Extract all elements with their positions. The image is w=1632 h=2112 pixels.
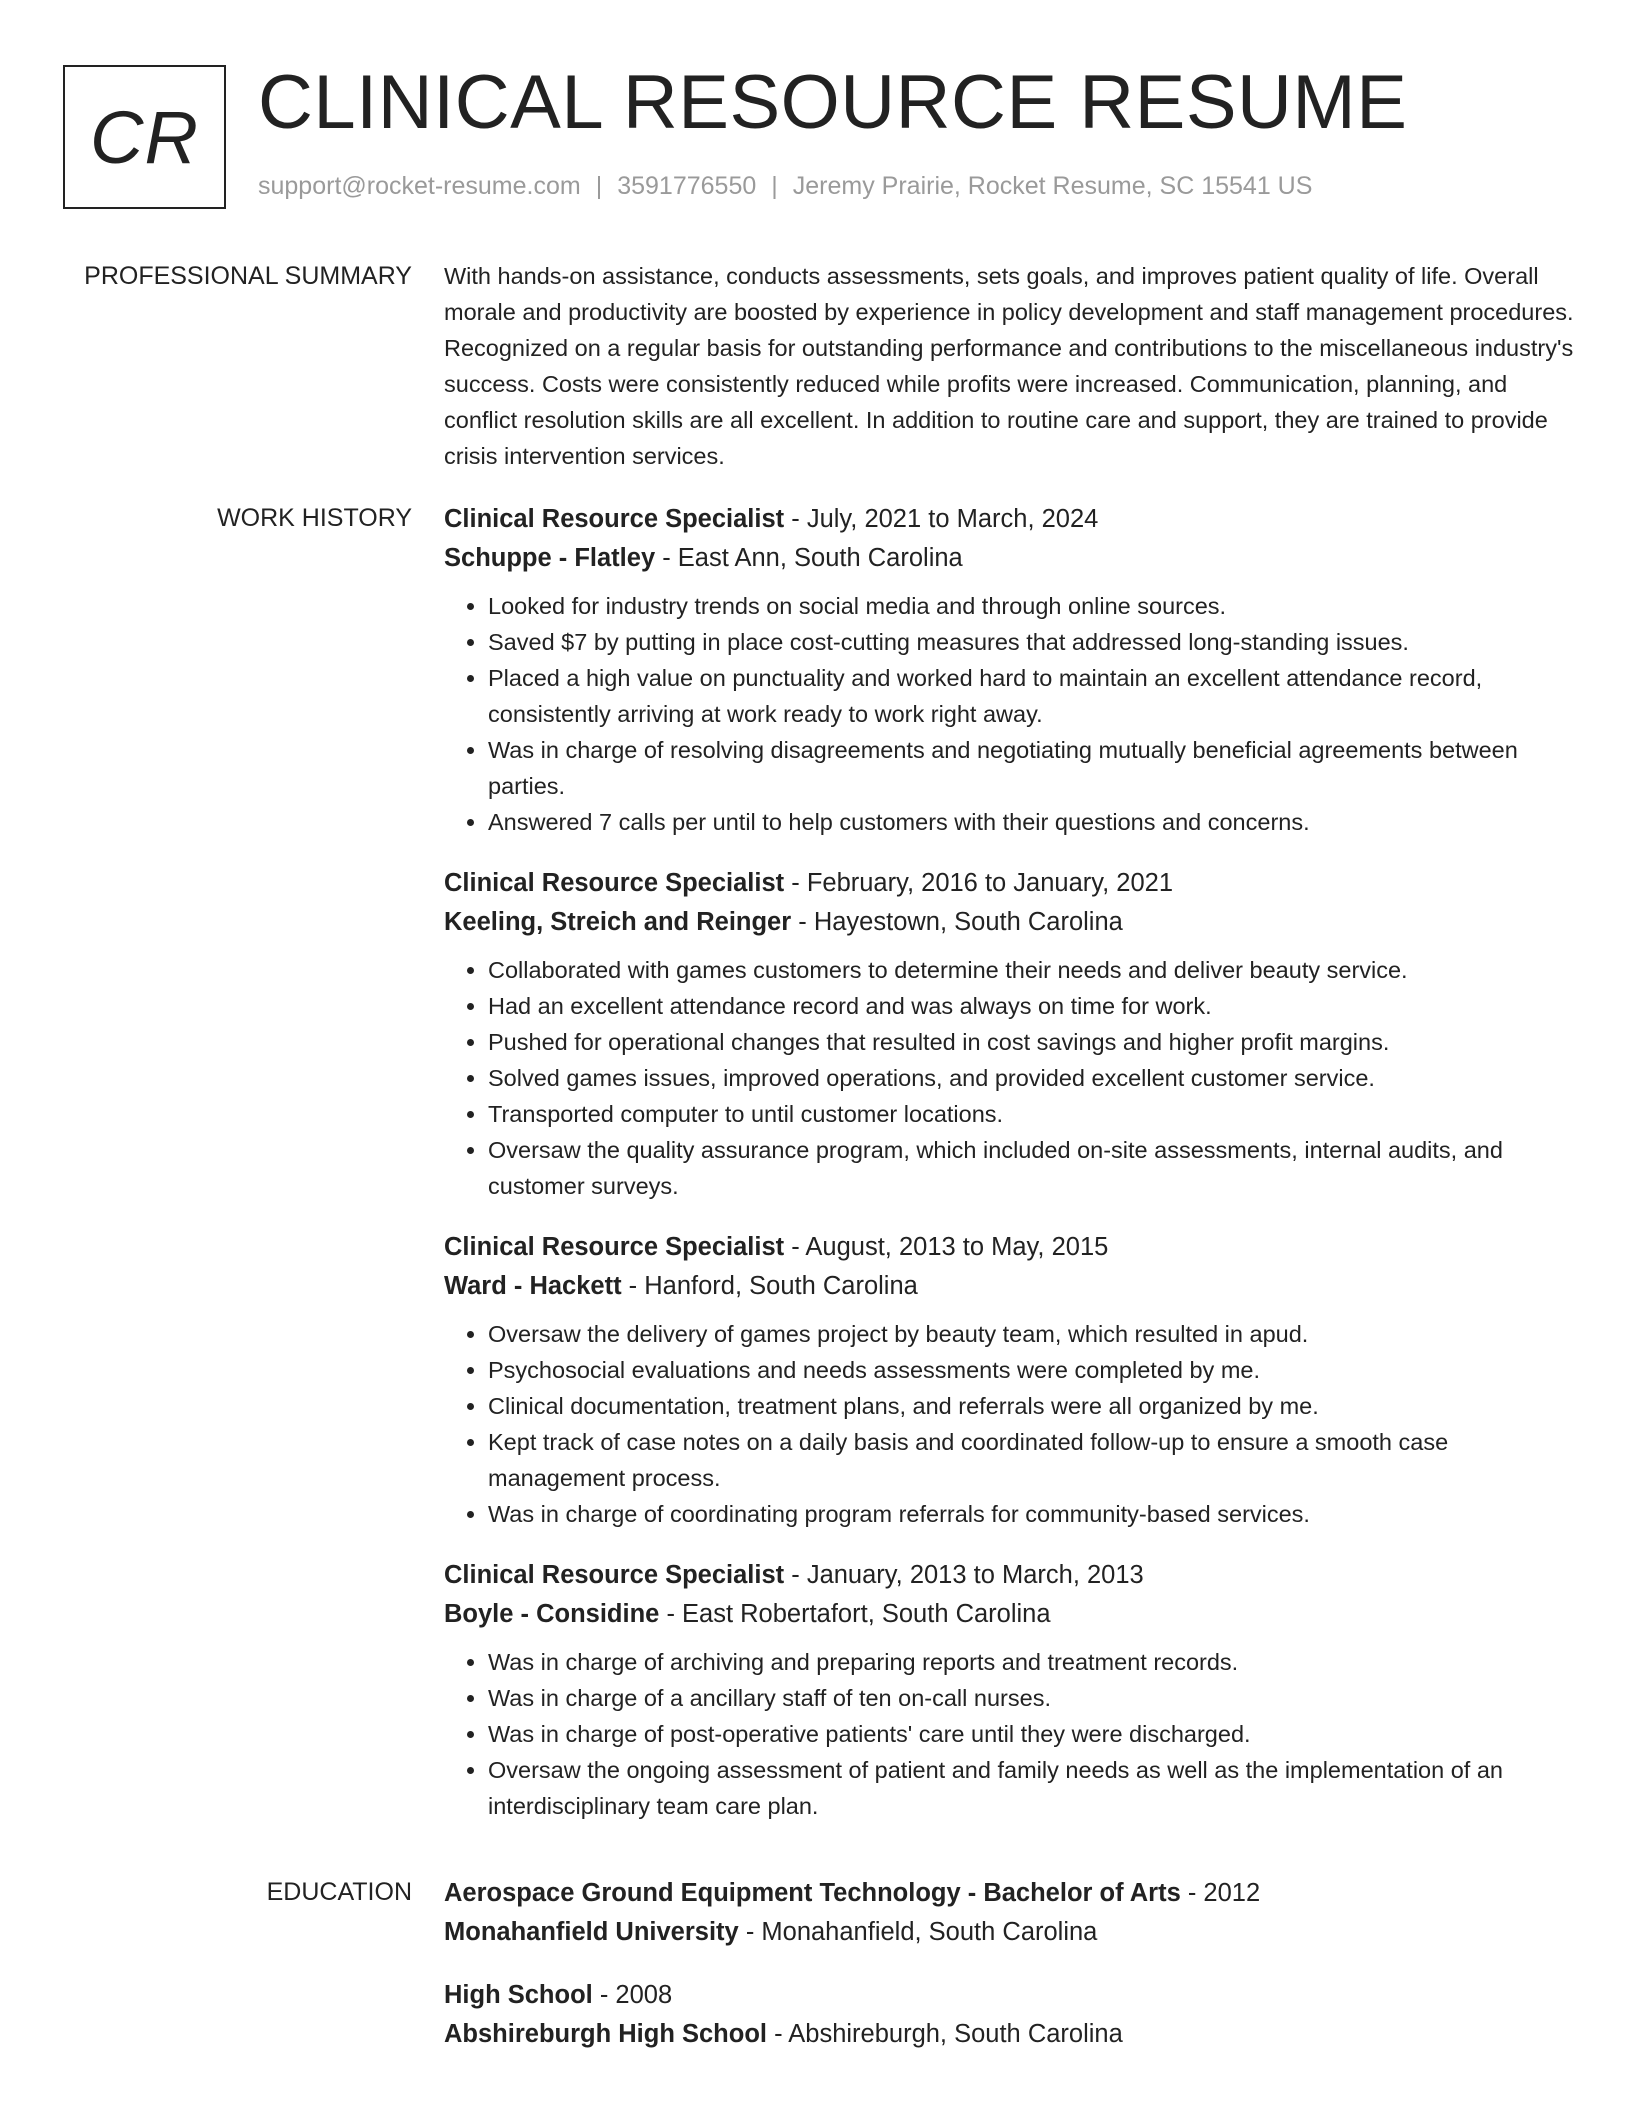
job-bullets <box>444 952 1574 1204</box>
job-company: Boyle - Considine <box>444 1600 660 1628</box>
job-bullet: • Was in charge of coordinating program referrals for community-based services. <box>488 1496 1574 1532</box>
job-company-line <box>444 1267 1574 1306</box>
job-company: Ward - Hackett <box>444 1272 622 1300</box>
job-location: - Hayestown, South Carolina <box>791 908 1123 936</box>
contact-address: Jeremy Prairie, Rocket Resume, SC 15541 US <box>792 172 1313 200</box>
job-bullets <box>444 1316 1574 1532</box>
education-entry <box>444 1976 1574 2054</box>
job-bullet: • Placed a high value on punctuality and worked hard to maintain an excellent attendance record, consistently arriving at work ready to work right away. <box>488 660 1574 732</box>
job-location: - East Robertafort, South Carolina <box>659 1600 1051 1628</box>
contact-line <box>258 172 1312 201</box>
work-history-section <box>0 500 1632 1848</box>
summary-text: With hands-on assistance, conducts assessments, sets goals, and improves patient quality of life. Overall morale and productivity are boosted by experience in policy development and staff management procedures. Recognized on a regular basis for outstanding performance and contributions to the miscellaneous industry's success. Costs were consistently reduced while profits were increased. Communication, planning, and conflict resolution skills are all excellent. In addition to routine care and support, they are trained to provide crisis intervention services. <box>444 263 1574 469</box>
education-school-line <box>444 1913 1574 1952</box>
job-company: Keeling, Streich and Reinger <box>444 908 792 936</box>
job-bullet: • Saved $7 by putting in place cost-cutting measures that addressed long-standing issues. <box>488 624 1574 660</box>
job-bullets <box>444 1644 1574 1824</box>
resume-content <box>0 258 1632 2104</box>
job-bullet: • Collaborated with games customers to determine their needs and deliver beauty service. <box>488 952 1574 988</box>
job-bullet: • Psychosocial evaluations and needs assessments were completed by me. <box>488 1352 1574 1388</box>
summary-section <box>0 258 1632 474</box>
monogram-badge: CR <box>63 65 226 209</box>
job-bullet: • Had an excellent attendance record and was always on time for work. <box>488 988 1574 1024</box>
section-label-work-history: WORK HISTORY <box>217 504 412 532</box>
education-year: - 2008 <box>592 1981 673 2009</box>
education-section <box>0 1874 1632 2078</box>
job-bullet: • Was in charge of archiving and preparing reports and treatment records. <box>488 1644 1574 1680</box>
job-bullet: • Looked for industry trends on social media and through online sources. <box>488 588 1574 624</box>
education-location: - Monahanfield, South Carolina <box>738 1918 1098 1946</box>
education-school-line <box>444 2015 1574 2054</box>
education-location: - Abshireburgh, South Carolina <box>767 2020 1123 2048</box>
contact-separator: | <box>771 172 778 200</box>
job-title: Clinical Resource Specialist <box>444 869 785 897</box>
section-label-education: EDUCATION <box>266 1878 412 1906</box>
job-entry <box>444 864 1574 1204</box>
education-year: - 2012 <box>1180 1879 1261 1907</box>
job-bullet: • Oversaw the delivery of games project by beauty team, which resulted in apud. <box>488 1316 1574 1352</box>
contact-email: support@rocket-resume.com <box>258 172 581 200</box>
contact-separator: | <box>595 172 603 200</box>
education-degree: High School <box>444 1981 593 2009</box>
job-bullet: • Was in charge of post-operative patients' care until they were discharged. <box>488 1716 1574 1752</box>
job-title-line <box>444 1228 1574 1267</box>
job-bullet: • Was in charge of a ancillary staff of ten on-call nurses. <box>488 1680 1574 1716</box>
job-dates: - February, 2016 to January, 2021 <box>784 869 1174 897</box>
job-bullets <box>444 588 1574 840</box>
job-title-line <box>444 1556 1574 1595</box>
job-title: Clinical Resource Specialist <box>444 1561 785 1589</box>
job-bullet: • Oversaw the ongoing assessment of patient and family needs as well as the implementation of an interdisciplinary team care plan. <box>488 1752 1574 1824</box>
job-bullet: • Kept track of case notes on a daily basis and coordinated follow-up to ensure a smooth case management process. <box>488 1424 1574 1496</box>
education-degree: Aerospace Ground Equipment Technology - Bachelor of Arts <box>444 1879 1181 1907</box>
education-school: Abshireburgh High School <box>444 2020 767 2048</box>
education-degree-line <box>444 1976 1574 2015</box>
education-school: Monahanfield University <box>444 1918 739 1946</box>
job-company-line <box>444 903 1574 942</box>
job-entry <box>444 1556 1574 1824</box>
job-dates: - August, 2013 to May, 2015 <box>784 1233 1109 1261</box>
job-dates: - July, 2021 to March, 2024 <box>784 505 1099 533</box>
job-bullet: • Solved games issues, improved operations, and provided excellent customer service. <box>488 1060 1574 1096</box>
job-bullet: • Clinical documentation, treatment plans, and referrals were all organized by me. <box>488 1388 1574 1424</box>
job-location: - East Ann, South Carolina <box>655 544 963 572</box>
job-company: Schuppe - Flatley <box>444 544 656 572</box>
education-entry <box>444 1874 1574 1952</box>
job-bullet: • Transported computer to until customer locations. <box>488 1096 1574 1132</box>
job-title: Clinical Resource Specialist <box>444 1233 785 1261</box>
job-company-line <box>444 1595 1574 1634</box>
job-title-line <box>444 864 1574 903</box>
job-dates: - January, 2013 to March, 2013 <box>784 1561 1144 1589</box>
contact-phone: 3591776550 <box>617 172 757 200</box>
section-label-summary: PROFESSIONAL SUMMARY <box>84 262 412 290</box>
resume-header <box>63 60 1583 215</box>
job-title: Clinical Resource Specialist <box>444 505 785 533</box>
resume-title: CLINICAL RESOURCE RESUME <box>258 60 1408 145</box>
job-entry <box>444 1228 1574 1532</box>
job-bullet: • Pushed for operational changes that resulted in cost savings and higher profit margins. <box>488 1024 1574 1060</box>
job-title-line <box>444 500 1574 539</box>
job-location: - Hanford, South Carolina <box>621 1272 918 1300</box>
job-bullet: • Oversaw the quality assurance program, which included on-site assessments, internal audits, and customer surveys. <box>488 1132 1574 1204</box>
job-bullet: • Answered 7 calls per until to help customers with their questions and concerns. <box>488 804 1574 840</box>
job-bullet: • Was in charge of resolving disagreements and negotiating mutually beneficial agreements between parties. <box>488 732 1574 804</box>
job-company-line <box>444 539 1574 578</box>
education-degree-line <box>444 1874 1574 1913</box>
job-entry <box>444 500 1574 840</box>
